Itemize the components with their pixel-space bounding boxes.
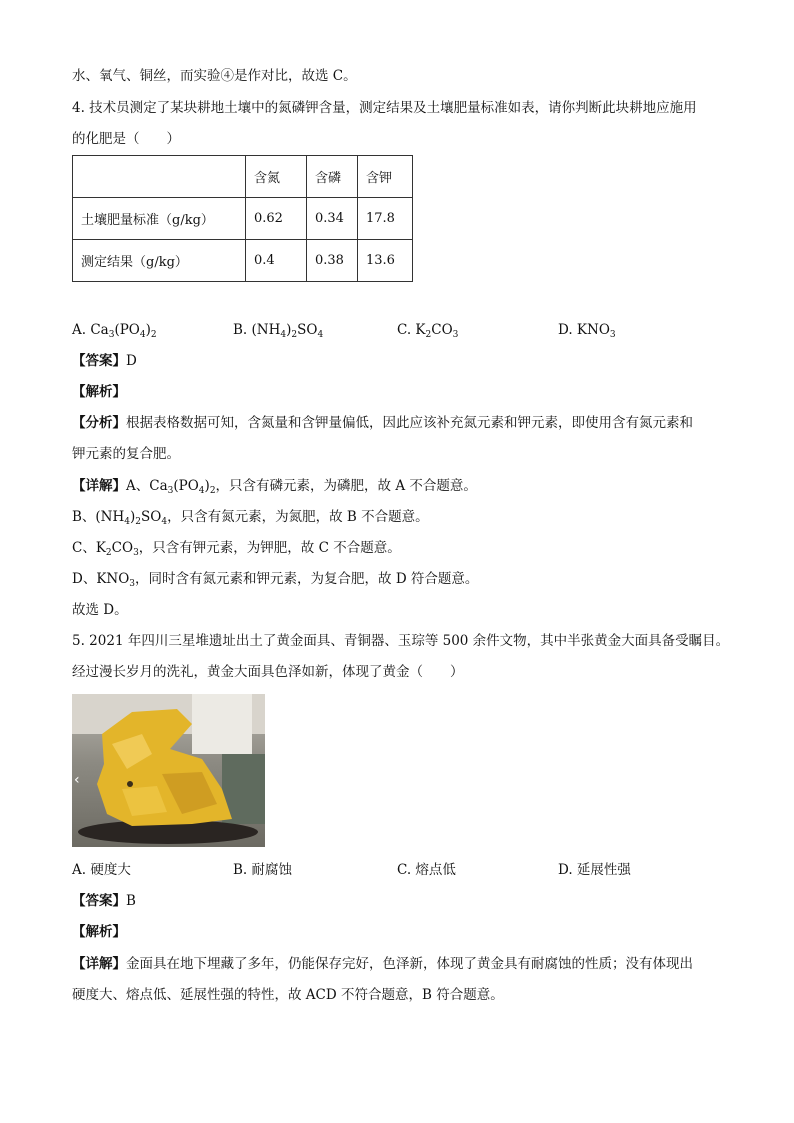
detail-5-line: 【详解】金面具在地下埋藏了多年，仍能保存完好，色泽新，体现了黄金具有耐腐蚀的性质；没有体现出 (72, 956, 693, 972)
analysis-label-4: 【解析】 (72, 384, 126, 400)
table-cell: 含钾 (358, 156, 413, 198)
detail-d-line: D、$KNO_3$，同时含有氮元素和钾元素，为复合肥，故 D 符合题意。 (72, 571, 479, 589)
detail-label: 【详解】 (72, 478, 126, 494)
option-c: C. $K_2CO_3$ (397, 322, 459, 340)
option-d: D. 延展性强 (558, 862, 631, 878)
option-d: D. $KNO_3$ (558, 322, 616, 340)
table-cell (73, 156, 246, 198)
detail-c-line: C、$K_2CO_3$，只含有钾元素，为钾肥，故 C 不合题意。 (72, 540, 401, 558)
detail-a-line: 【详解】A、$Ca_3(PO_4)_2$，只含有磷元素，为磷肥，故 A 不合题意。 (72, 478, 477, 496)
table-cell: 土壤肥量标准（g/kg） (73, 198, 246, 240)
question-5-stem: 5. 2021 年四川三星堆遗址出土了黄金面具、青铜器、玉琮等 500 余件文物，其中半张黄金大面具备受瞩目。 (72, 633, 730, 649)
table-cell: 含氮 (246, 156, 307, 198)
answer-4 (72, 351, 137, 371)
gold-mask-illustration (72, 694, 265, 847)
table-cell: 17.8 (358, 198, 413, 240)
detail-label: 【详解】 (72, 956, 126, 972)
option-c: C. 熔点低 (397, 862, 456, 878)
table-cell: 含磷 (307, 156, 358, 198)
gold-mask-photo (72, 694, 265, 847)
table-row (73, 198, 413, 240)
answer-5 (72, 891, 136, 911)
table-cell: 0.38 (307, 240, 358, 282)
text-line: 水、氧气、铜丝，而实验④是作对比，故选 C。 (72, 68, 357, 84)
table-cell: 0.62 (246, 198, 307, 240)
question-5-options (72, 860, 712, 880)
answer-label: 【答案】 (72, 353, 126, 369)
analysis-label-5: 【解析】 (72, 924, 126, 940)
question-4-stem-cont: 的化肥是（ ） (72, 131, 180, 147)
option-b: B. $(NH_4)_2SO_4$ (233, 322, 324, 340)
table-header-row (73, 156, 413, 198)
conclusion-4: 故选 D。 (72, 602, 128, 618)
answer-label: 【答案】 (72, 893, 126, 909)
table-row (73, 240, 413, 282)
detail-b-line: B、$(NH_4)_2SO_4$，只含有氮元素，为氮肥，故 B 不合题意。 (72, 509, 429, 527)
answer-value: B (126, 893, 136, 909)
option-a: A. 硬度大 (72, 862, 131, 878)
fenxi-line: 【分析】根据表格数据可知，含氮量和含钾量偏低，因此应该补充氮元素和钾元素，即使用含有氮元素和 (72, 415, 693, 431)
table-cell: 测定结果（g/kg） (73, 240, 246, 282)
option-a: A. $Ca_3(PO_4)_2$ (72, 322, 157, 340)
table-cell: 0.4 (246, 240, 307, 282)
question-4-stem: 4. 技术员测定了某块耕地土壤中的氮磷钾含量，测定结果及土壤肥量标准如表，请你判断此块耕地应施用 (72, 100, 697, 116)
question-4-options (72, 320, 712, 340)
fenxi-line-cont: 钾元素的复合肥。 (72, 446, 180, 462)
question-5-stem-cont: 经过漫长岁月的洗礼，黄金大面具色泽如新，体现了黄金（ ） (72, 664, 464, 680)
table-cell: 0.34 (307, 198, 358, 240)
detail-5-line-cont: 硬度大、熔点低、延展性强的特性，故 ACD 不符合题意，B 符合题意。 (72, 987, 504, 1003)
fertilizer-table (72, 155, 413, 282)
table-cell: 13.6 (358, 240, 413, 282)
option-b: B. 耐腐蚀 (233, 862, 293, 878)
chevron-left-icon[interactable]: ‹ (74, 772, 80, 788)
fenxi-label: 【分析】 (72, 415, 126, 431)
answer-value: D (126, 353, 137, 369)
